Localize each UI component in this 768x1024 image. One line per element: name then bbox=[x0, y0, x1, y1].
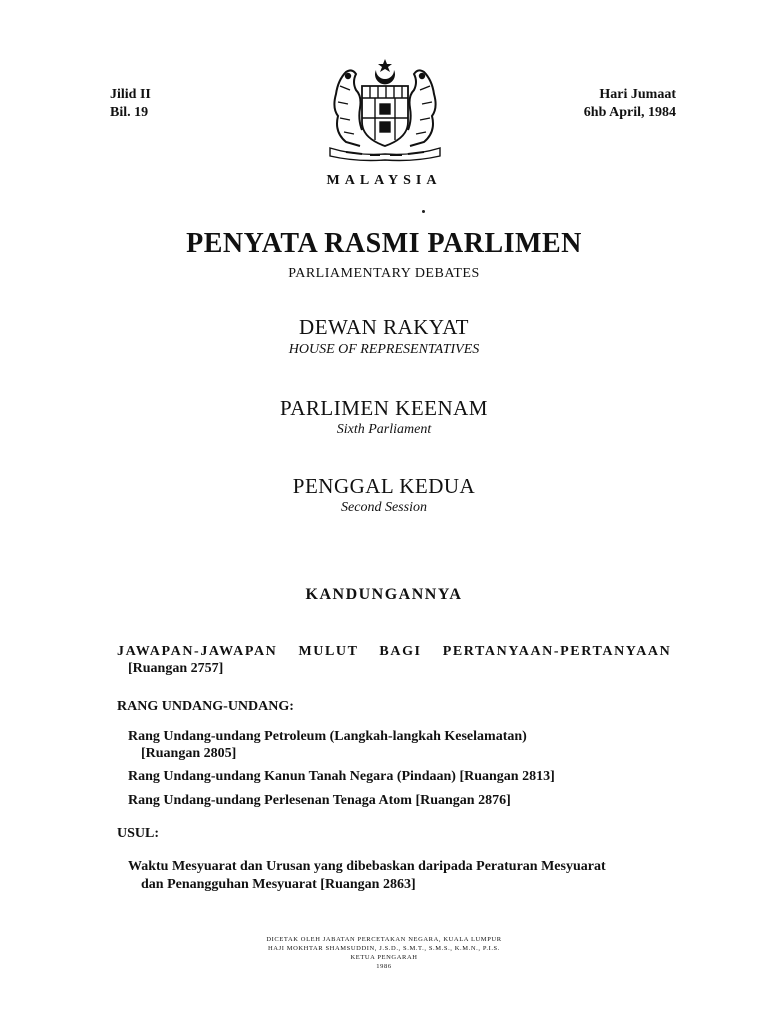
issue-number: Bil. 19 bbox=[110, 105, 149, 120]
contents-motion: Waktu Mesyuarat dan Urusan yang dibebaskan daripada Peraturan Mesyuarat bbox=[128, 859, 606, 874]
footer-year: 1986 bbox=[376, 963, 392, 970]
session-name: PENGGAL KEDUA bbox=[292, 474, 476, 498]
volume-label: Jilid II bbox=[110, 87, 151, 102]
contents-oral-answers: JAWAPAN-JAWAPAN MULUT BAGI PERTANYAAN-PERTANYAAN bbox=[117, 644, 672, 659]
house-name: DEWAN RAKYAT bbox=[299, 315, 469, 339]
parliament-name: PARLIMEN KEENAM bbox=[280, 396, 488, 420]
day-label: Hari Jumaat bbox=[599, 87, 676, 102]
malaysia-coat-of-arms-icon bbox=[316, 56, 454, 164]
volume-info bbox=[110, 86, 151, 122]
document-title: PENYATA RASMI PARLIMEN bbox=[186, 228, 582, 259]
printer-footer bbox=[0, 935, 768, 971]
session-name-english: Second Session bbox=[341, 500, 427, 515]
date-info bbox=[584, 86, 676, 122]
decorative-dot bbox=[422, 210, 425, 213]
contents-motion-ref: dan Penangguhan Mesyuarat [Ruangan 2863] bbox=[141, 877, 416, 892]
contents-bill-1: Rang Undang-undang Petroleum (Langkah-langkah Keselamatan) bbox=[128, 729, 527, 744]
contents-bill-1-ref: [Ruangan 2805] bbox=[141, 746, 237, 761]
contents-bill-2: Rang Undang-undang Kanun Tanah Negara (Pindaan) [Ruangan 2813] bbox=[128, 769, 555, 784]
contents-bill-3: Rang Undang-undang Perlesenan Tenaga Atom [Ruangan 2876] bbox=[128, 793, 511, 808]
parliament-name-english: Sixth Parliament bbox=[336, 422, 432, 437]
footer-director-title: KETUA PENGARAH bbox=[350, 954, 418, 961]
contents-oral-answers-ref: [Ruangan 2757] bbox=[128, 661, 224, 676]
house-name-english: HOUSE OF REPRESENTATIVES bbox=[288, 342, 480, 357]
footer-director-name: HAJI MOKHTAR SHAMSUDDIN, J.S.D., S.M.T., S.M.S., K.M.N., P.I.S. bbox=[267, 945, 500, 952]
date-label: 6hb April, 1984 bbox=[583, 105, 676, 120]
contents-bills-heading: RANG UNDANG-UNDANG: bbox=[117, 699, 294, 714]
contents-motions-heading: USUL: bbox=[117, 826, 160, 841]
country-name: MALAYSIA bbox=[326, 173, 442, 188]
document-subtitle: PARLIAMENTARY DEBATES bbox=[288, 266, 480, 281]
footer-printer: DICETAK OLEH JABATAN PERCETAKAN NEGARA, KUALA LUMPUR bbox=[266, 936, 502, 943]
contents-heading: KANDUNGANNYA bbox=[305, 586, 463, 603]
